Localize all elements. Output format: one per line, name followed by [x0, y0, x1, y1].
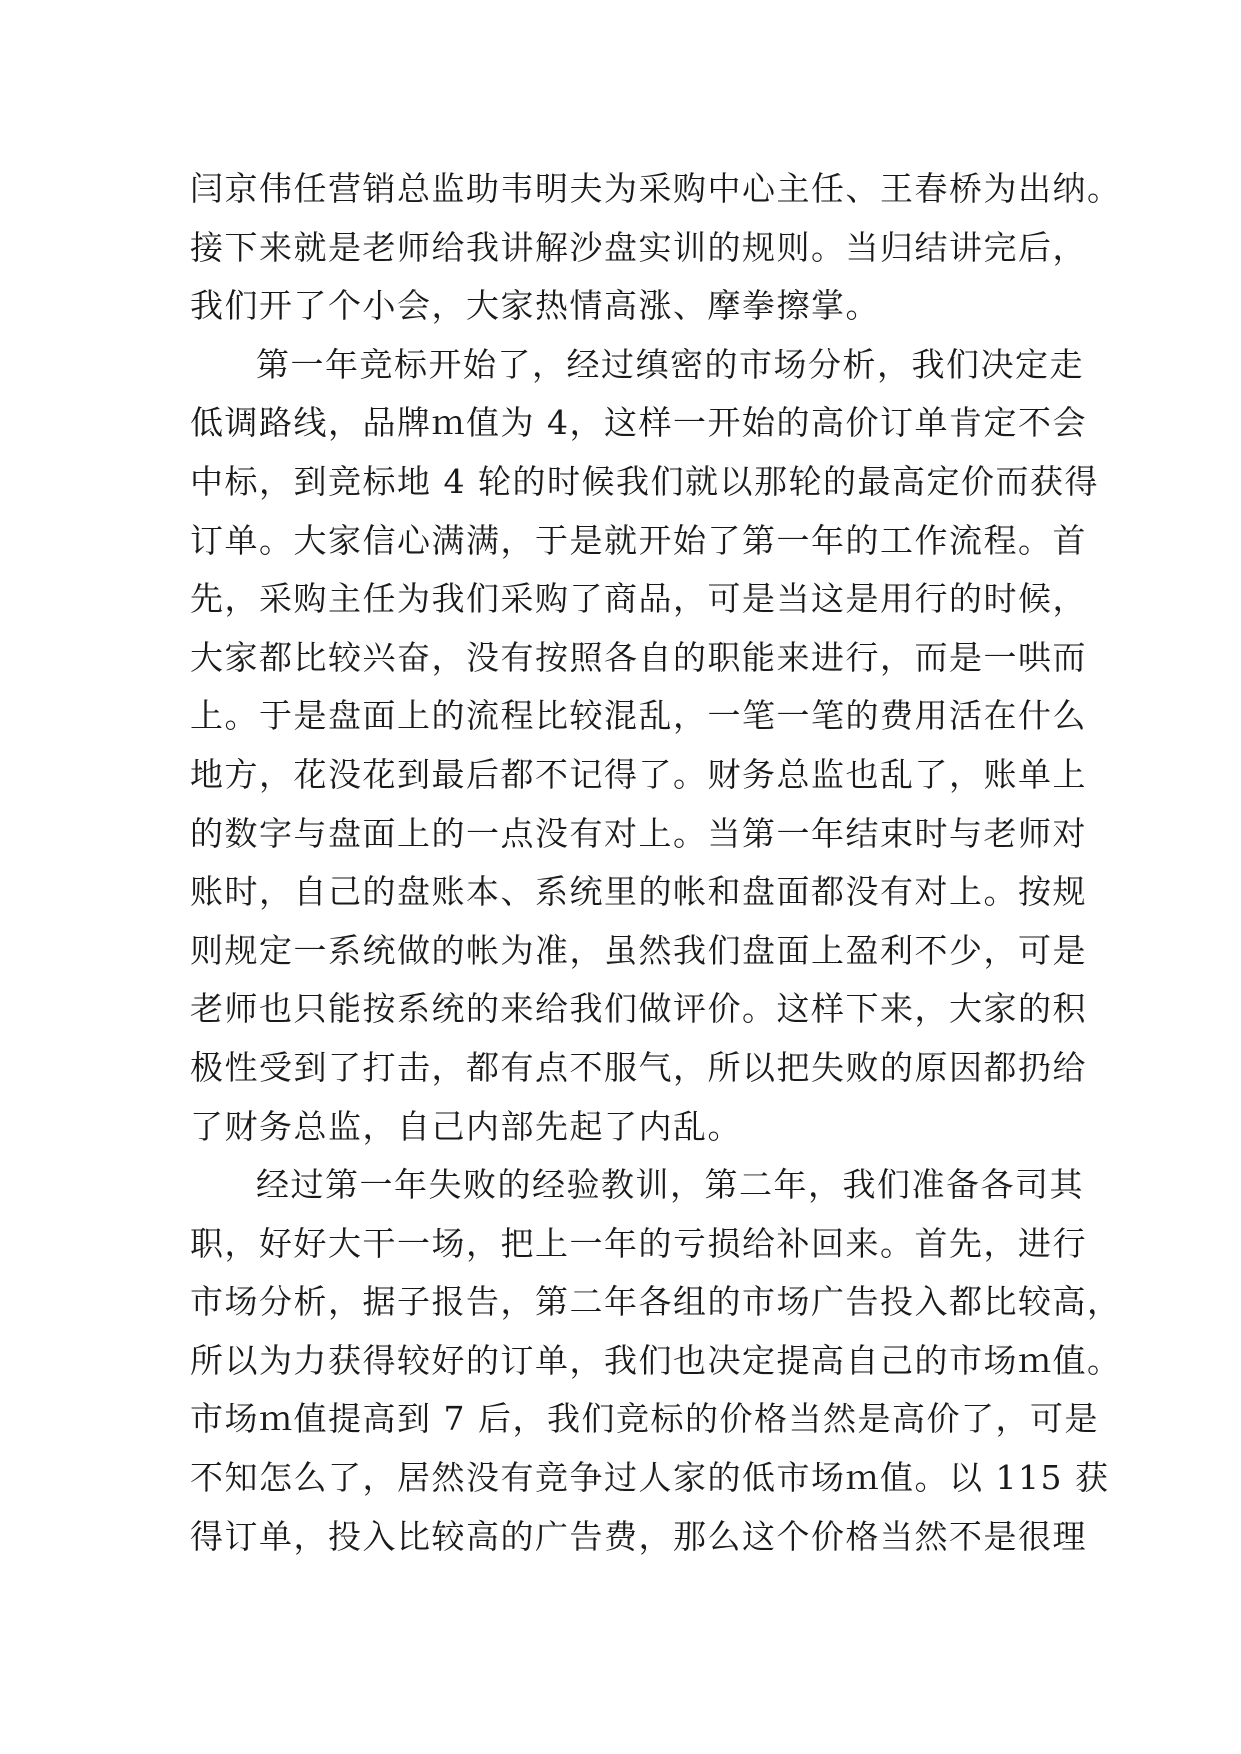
- text-line: 则规定一系统做的帐为准，虽然我们盘面上盈利不少，可是: [190, 930, 1087, 970]
- text-line: 所以为力获得较好的订单，我们也决定提高自己的市场ｍ值。: [190, 1340, 1122, 1380]
- text-line: 市场分析，据子报告，第二年各组的市场广告投入都比较高，: [190, 1282, 1122, 1322]
- text-line: 地方，花没花到最后都不记得了。财务总监也乱了，账单上: [190, 754, 1087, 794]
- text-line: 我们开了个小会，大家热情高涨、摩拳擦掌。: [190, 286, 880, 326]
- text-line: 得订单，投入比较高的广告费，那么这个价格当然不是很理: [190, 1516, 1087, 1556]
- text-line: 低调路线，品牌ｍ值为 4，这样一开始的高价订单肯定不会: [190, 403, 1087, 443]
- text-line: 大家都比较兴奋，没有按照各自的职能来进行，而是一哄而: [190, 637, 1087, 677]
- text-line: 先，采购主任为我们采购了商品，可是当这是用行的时候，: [190, 579, 1087, 619]
- body-text: [190, 160, 1122, 1566]
- paragraph-3: [190, 1156, 1122, 1566]
- text-line: 闫京伟任营销总监助韦明夫为采购中心主任、王春桥为出纳。: [190, 169, 1122, 208]
- text-line: 经过第一年失败的经验教训，第二年，我们准备各司其: [256, 1165, 1084, 1205]
- text-line: 账时，自己的盘账本、系统里的帐和盘面都没有对上。按规: [190, 872, 1087, 912]
- text-line: 市场ｍ值提高到 7 后，我们竞标的价格当然是高价了，可是: [190, 1399, 1099, 1439]
- text-line: 订单。大家信心满满，于是就开始了第一年的工作流程。首: [190, 520, 1087, 560]
- text-line: 极性受到了打击，都有点不服气，所以把失败的原因都扔给: [190, 1047, 1087, 1087]
- paragraph-2: [190, 336, 1110, 1156]
- text-line: 的数字与盘面上的一点没有对上。当第一年结束时与老师对: [190, 813, 1087, 853]
- text-line: 第一年竞标开始了，经过缜密的市场分析，我们决定走: [256, 344, 1084, 384]
- text-line: 接下来就是老师给我讲解沙盘实训的规则。当归结讲完后，: [190, 227, 1087, 267]
- text-line: 不知怎么了，居然没有竞争过人家的低市场ｍ值。以 115 获: [190, 1458, 1110, 1498]
- text-line: 上。于是盘面上的流程比较混乱，一笔一笔的费用活在什么: [190, 696, 1087, 736]
- paragraph-1: [190, 160, 1122, 336]
- text-line: 中标，到竞标地 4 轮的时候我们就以那轮的最高定价而获得: [190, 461, 1099, 501]
- text-line: 职，好好大干一场，把上一年的亏损给补回来。首先，进行: [190, 1223, 1087, 1263]
- text-line: 老师也只能按系统的来给我们做评价。这样下来，大家的积: [190, 989, 1087, 1029]
- text-line: 了财务总监，自己内部先起了内乱。: [190, 1106, 742, 1146]
